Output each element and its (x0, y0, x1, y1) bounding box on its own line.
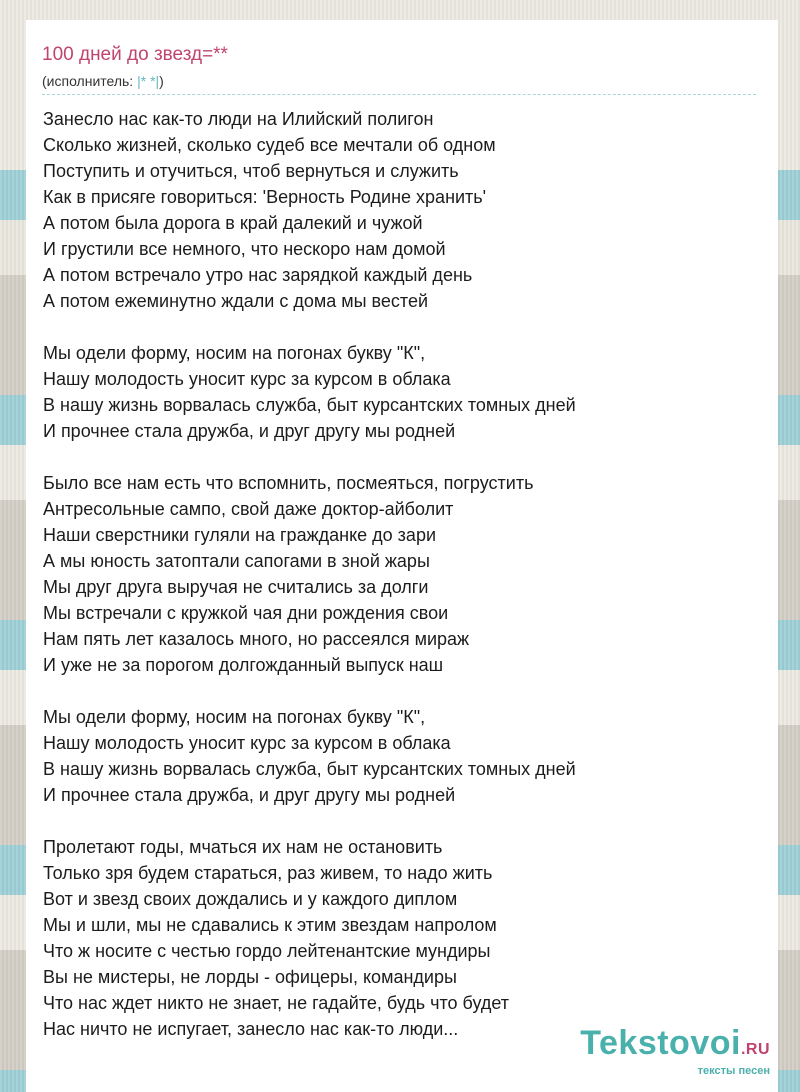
stanza-gap (43, 314, 763, 340)
lyric-line: Занесло нас как-то люди на Илийский полигон (43, 109, 434, 129)
lyric-line: Мы и шли, мы не сдавались к этим звездам напролом (43, 915, 497, 935)
logo-domain-suffix: .RU (740, 1041, 770, 1058)
stanza-verse-1 (43, 106, 763, 314)
lyric-line: И уже не за порогом долгожданный выпуск наш (43, 655, 444, 675)
lyric-line: Что нас ждет никто не знает, не гадайте, будь что будет (43, 993, 510, 1013)
lyric-line: Нашу молодость уносит курс за курсом в облака (43, 733, 451, 753)
lyric-line: Сколько жизней, сколько судеб все мечтали об одном (43, 135, 496, 155)
lyric-line: И прочнее стала дружба, и друг другу мы родней (43, 421, 456, 441)
lyric-line: И грустили все немного, что нескоро нам домой (43, 239, 446, 259)
lyric-line: А потом ежеминутно ждали с дома мы вестей (43, 291, 429, 311)
logo-wordmark (580, 1024, 770, 1069)
lyric-line: А потом была дорога в край далекий и чужой (43, 213, 423, 233)
lyric-line: И прочнее стала дружба, и друг другу мы родней (43, 785, 456, 805)
lyric-line: А мы юность затоптали сапогами в зной жары (43, 551, 430, 571)
lyric-line: В нашу жизнь ворвалась служба, быт курсантских томных дней (43, 395, 576, 415)
stanza-chorus-1 (43, 340, 763, 444)
lyrics-body (43, 106, 763, 1042)
lyric-line: Нашу молодость уносит курс за курсом в облака (43, 369, 451, 389)
lyric-line: Мы одели форму, носим на погонах букву "К", (43, 707, 426, 727)
stanza-gap (43, 678, 763, 704)
lyric-line: Что ж носите с честью гордо лейтенантские мундиры (43, 941, 491, 961)
logo-name: Tekstovoi (580, 1024, 741, 1062)
title-divider (42, 94, 756, 95)
lyric-line: Мы одели форму, носим на погонах букву "К", (43, 343, 426, 363)
artist-line (42, 73, 164, 89)
site-logo[interactable] (580, 1024, 770, 1077)
logo-tagline: тексты песен (697, 1065, 770, 1077)
song-title: 100 дней до звезд=** (42, 44, 228, 65)
lyric-line: В нашу жизнь ворвалась служба, быт курсантских томных дней (43, 759, 576, 779)
stanza-gap (43, 444, 763, 470)
lyric-line: Было все нам есть что вспомнить, посмеяться, погрустить (43, 473, 534, 493)
stanza-gap (43, 808, 763, 834)
lyric-line: Нам пять лет казалось много, но рассеялся мираж (43, 629, 470, 649)
lyric-line: Мы встречали с кружкой чая дни рождения свои (43, 603, 449, 623)
lyric-line: Антресольные сампо, свой даже доктор-айболит (43, 499, 454, 519)
lyric-line: Поступить и отучиться, чтоб вернуться и служить (43, 161, 459, 181)
stanza-verse-2 (43, 470, 763, 678)
lyric-line: Наши сверстники гуляли на гражданке до зари (43, 525, 437, 545)
lyric-line: А потом встречало утро нас зарядкой каждый день (43, 265, 473, 285)
stanza-chorus-2 (43, 704, 763, 808)
lyrics-card (26, 20, 778, 1092)
lyric-line: Пролетают годы, мчаться их нам не остановить (43, 837, 443, 857)
lyric-line: Вот и звезд своих дождались и у каждого диплом (43, 889, 458, 909)
lyric-line: Мы друг друга выручая не считались за долги (43, 577, 429, 597)
lyric-line: Как в присяге говориться: 'Верность Родине хранить' (43, 187, 487, 207)
stanza-verse-3 (43, 834, 763, 1042)
lyric-line: Только зря будем стараться, раз живем, то надо жить (43, 863, 493, 883)
artist-prefix: (исполнитель: (42, 73, 138, 89)
artist-suffix: ) (159, 73, 164, 89)
lyric-line: Нас ничто не испугает, занесло нас как-то люди... (43, 1019, 459, 1039)
lyric-line: Вы не мистеры, не лорды - офицеры, командиры (43, 967, 457, 987)
artist-link[interactable]: |* *| (137, 73, 160, 89)
